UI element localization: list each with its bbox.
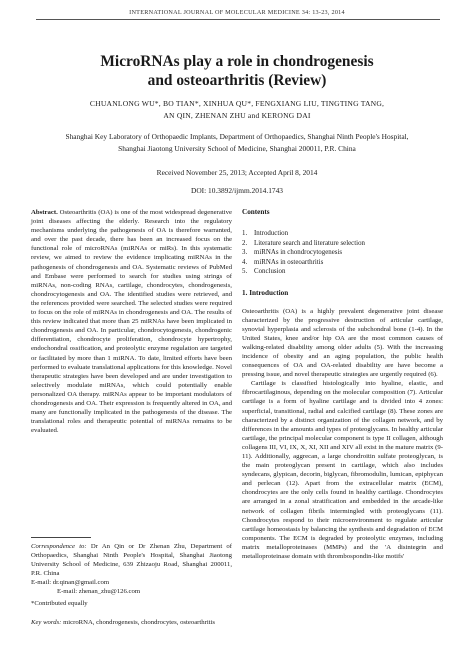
correspondence-text: Dr An Qin or Dr Zhenan Zhu, Department of Orthopaedics, Shanghai Ninth People's Hospital, Shanghai Jiaotong University School of Medicine, 639 Zhizaoju Road, Shanghai 200011, P.R. China xyxy=(31,543,233,577)
authors-line-1: CHUANLONG WU*, BO TIAN*, XINHUA QU*, FENGXIANG LIU, TINGTING TANG, xyxy=(89,99,385,108)
contents-item[interactable] xyxy=(242,258,443,268)
introduction-body xyxy=(242,307,443,562)
contents-item-label: Introduction xyxy=(254,230,289,237)
contents-item-number: 3. xyxy=(242,249,248,256)
title-line-2: and osteoarthritis (Review) xyxy=(147,72,327,89)
authors-line-2: AN QIN, ZHENAN ZHU and KERONG DAI xyxy=(163,111,311,120)
keywords-text: microRNA, chondrogenesis, chondrocytes, osteoarthritis xyxy=(61,619,215,626)
footnote-rule xyxy=(31,537,91,538)
doi-link[interactable]: DOI: 10.3892/ijmm.2014.1743 xyxy=(191,186,283,195)
contents-item[interactable] xyxy=(242,267,443,277)
contents-heading: Contents xyxy=(242,208,270,216)
affiliation-line-1: Shanghai Key Laboratory of Orthopaedic Implants, Department of Orthopaedics, Shanghai Ninth People's Hospital, xyxy=(65,132,409,141)
contributed-note: *Contributed equally xyxy=(31,600,88,607)
contents-item-number: 1. xyxy=(242,230,248,237)
left-column xyxy=(31,208,232,435)
author-list xyxy=(40,98,434,122)
introduction-paragraph-1: Osteoarthritis (OA) is a highly prevalent degenerative joint disease characterized by the progressive destruction of articular cartilage, synovial hyperplasia and sclerosis of the subchondral bone (1-4). In the United States, knee and/or hip OA are the most common causes of walking-related disability among older adults (5). With the increasing incidence of obesity and an aging population, the public health consequences of OA and OA-related disability are have become a pressing issue, and novel therapeutic strategies are urgently required (6). xyxy=(242,307,443,379)
title-line-1: MicroRNAs play a role in chondrogenesis xyxy=(100,53,374,70)
abstract-text: Osteoarthritis (OA) is one of the most widespread degenerative joint diseases affecting the elderly. Research into the regulatory mechanisms underlying the pathogenesis of OA is therefore warranted, and over the past decade, there has been an increased focus on the functional role of microRNAs (miRNAs or miRs). In this systematic review, we aimed to review the evidence implicating miRNAs in the pathogenesis of chondrogenesis and OA. Systematic reviews of PubMed and Embase were performed to search for studies using strings of miRNAs, non-coding RNAs, cartilage, chondrocytes, chondrogenesis, chondrocytogenesis and OA. The identified studies were retrieved, and the references provided were searched. The selected studies were required to focus on the role of miRNAs in chondrogenesis and OA. The results of this review indicated that more than 25 miRNAs have been implicated in chondrogenesis and OA. In particular, chondrocytogenesis, chondrogenic differentiation, chondrocyte proliferation, chondrocyte hypertrophy, endochondral ossification, and proteolytic enzyme regulation are targeted or facilitated by more than 1 miRNA. To date, limited efforts have been performed to evaluate translational applications for this knowledge. Novel therapeutic strategies have been developed and are under investigation to selectively modulate miRNAs, which could potentially enable personalized OA therapy. miRNAs appear to be important modulators of chondrogenesis and OA. Their expression is frequently altered in OA, and many are functionally implicated in the pathogenesis of the disease. The translational roles and therapeutic potential of miRNAs remains to be evaluated. xyxy=(31,209,232,435)
introduction-heading: 1. Introduction xyxy=(242,288,289,297)
received-dates: Received November 25, 2013; Accepted April 8, 2014 xyxy=(156,168,318,177)
abstract xyxy=(31,208,232,435)
contents-item-number: 2. xyxy=(242,239,248,247)
contents-item[interactable] xyxy=(242,229,443,239)
contents-item-number: 5. xyxy=(242,268,248,275)
keywords-label: Key words: xyxy=(31,619,62,626)
contents-item[interactable] xyxy=(242,239,443,249)
contents-item-label: Literature search and literature selection xyxy=(254,239,365,247)
article-title xyxy=(40,52,434,90)
header-rule xyxy=(36,19,440,20)
contents-item-number: 4. xyxy=(242,258,248,266)
contents-list xyxy=(242,229,443,277)
contents-item[interactable] xyxy=(242,248,443,258)
contents-item-label: Conclusion xyxy=(254,268,286,275)
correspondence xyxy=(31,542,232,578)
contents-item-label: miRNAs in chondrocytogenesis xyxy=(254,249,343,256)
correspondence-label: Correspondence to: xyxy=(31,543,87,550)
correspondence-footnote xyxy=(31,542,232,596)
keywords xyxy=(31,618,232,627)
abstract-label: Abstract. xyxy=(31,209,58,216)
running-head: INTERNATIONAL JOURNAL OF MOLECULAR MEDICINE 34: 13-23, 2014 xyxy=(129,9,345,16)
contents-item-label: miRNAs in osteoarthritis xyxy=(254,258,324,266)
email-2[interactable]: E-mail: zhenan_zhu@126.com xyxy=(57,588,141,595)
introduction-paragraph-2: Cartilage is classified histologically into hyaline, elastic, and fibrocartilaginous, depending on the molecular composition (7). Articular cartilage is a form of hyaline cartilage and is divided into 4 zones: superficial, transitional, radial and calcified cartilage (8). These zones are characterized by a distinct organization of the collagen network, and by differences in the amounts and types of proteoglycans. In healthy articular cartilage, the principal molecular component is type II collagen, although collagens III, VI, IX, X, XI, XII and XIV all exist in the mature matrix (9-11). Additionally, aggrecan, a large chondroitin sulfate proteoglycan, is the main proteoglycan present in cartilage, which also includes syndecans, glypican, decorin, biglycan, fibromodulin, lumican, epiphycan and perlecan (12). Apart from the extracellular matrix (ECM), chondrocytes are the only cells found in healthy cartilage. Chondrocytes are arranged in a zonal stratification and embedded in the arcade-like network of collagen fibrils intermingled with proteoglycans (11). Chondrocytes respond to their microenvironment to regulate articular cartilage homeostasis by balancing the synthesis and degradation of ECM components. The ECM is degraded by proteolytic enzymes, including matrix metalloproteinases (MMPs) and the 'A disintegrin and metalloproteinase domain with thrombospondin-like motifs' xyxy=(242,380,443,561)
affiliation-line-2: Shanghai Jiaotong University School of Medicine, Shanghai 200011, P.R. China xyxy=(118,143,356,153)
email-1[interactable]: E-mail: dr.qinan@gmail.com xyxy=(31,579,110,586)
right-column xyxy=(242,208,443,561)
affiliation xyxy=(40,131,434,154)
